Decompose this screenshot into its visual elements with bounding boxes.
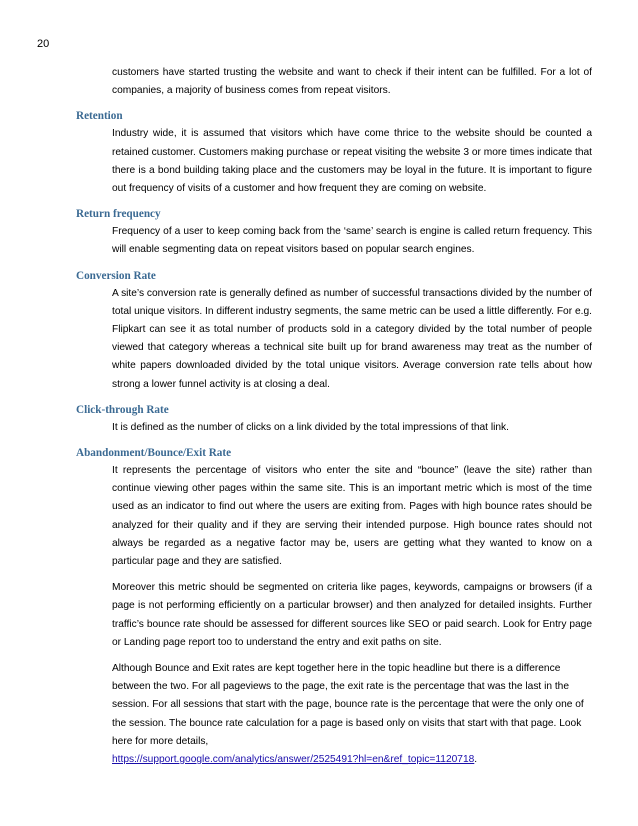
page-number: 20 [37,38,50,50]
click-through-paragraph: It is defined as the number of clicks on a link divided by the total impressions of that link. [112,421,509,433]
heading-conversion-rate: Conversion Rate [76,269,156,282]
heading-retention: Retention [76,110,123,123]
heading-bounce-rate: Abandonment/Bounce/Exit Rate [76,447,232,460]
return-frequency-paragraph: Frequency of a user to keep coming back from the ‘same’ search is engine is called return frequency. This will enable segmenting data on repeat visitors based on popular search engines. [112,226,592,256]
document-body [76,64,592,769]
bounce-paragraph-2: Moreover this metric should be segmented on criteria like pages, keywords, campaigns or browsers (if a page is not performing efficiently on a particular browser) and then analyzed for detailed insights. Further traffic’s bounce rate should be assessed for different sources like SEO or paid search. Look for Entry page or Landing page report too to understand the entry and exit paths on site. [112,582,592,648]
conversion-rate-paragraph: A site’s conversion rate is generally defined as number of successful transactions divided by the number of total unique visitors. In different industry segments, the same metric can be used a little differently. For e.g. Flipkart can see it as total number of products sold in a category divided by the total number of people viewed that category whereas a technical site built up for brand awareness may treat as the number of white papers downloaded divided by the total unique visitors. Average conversion rate tells about how strong a lower funnel activity is at closing a deal. [112,287,593,390]
bounce-paragraph-3-text: Although Bounce and Exit rates are kept together here in the topic headline but there is a difference between the two. For all pageviews to the page, the exit rate is the percentage that was the last in the session. For all sessions that start with the page, bounce rate is the percentage that were the only one of the session. The bounce rate calculation for a page is based only on visits that start with that page. Look here for more details, [112,663,584,747]
bounce-paragraph-3 [112,660,592,769]
heading-return-frequency: Return frequency [76,208,161,221]
intro-paragraph: customers have started trusting the website and want to check if their intent can be fulfilled. For a lot of companies, a majority of business comes from repeat visitors. [112,67,592,97]
retention-paragraph: Industry wide, it is assumed that visitors which have come thrice to the website should be counted a retained customer. Customers making purchase or repeat visiting the website 3 or more times indicate that there is a bond building taking place and the customers may be loyal in the future. It is important to figure out frequency of visits of a customer and how frequent they are coming on website. [112,128,592,195]
bounce-paragraph-1: It represents the percentage of visitors who enter the site and “bounce” (leave the site) rather than continue viewing other pages within the same site. This is an important metric which is most of the time used as an indicator to find out where the users are exiting from. Pages with high bounce rates should be analyzed for their quality and if they are serving their intended purpose. High bounce rates should not always be regarded as a negative factor may be, users are getting what they wanted to know on a particular page and they are satisfied. [112,465,592,568]
analytics-help-link[interactable]: https://support.google.com/analytics/answer/2525491?hl=en&ref_topic=1120718 [112,754,475,766]
heading-click-through-rate: Click-through Rate [76,403,169,416]
link-suffix: . [474,754,478,766]
